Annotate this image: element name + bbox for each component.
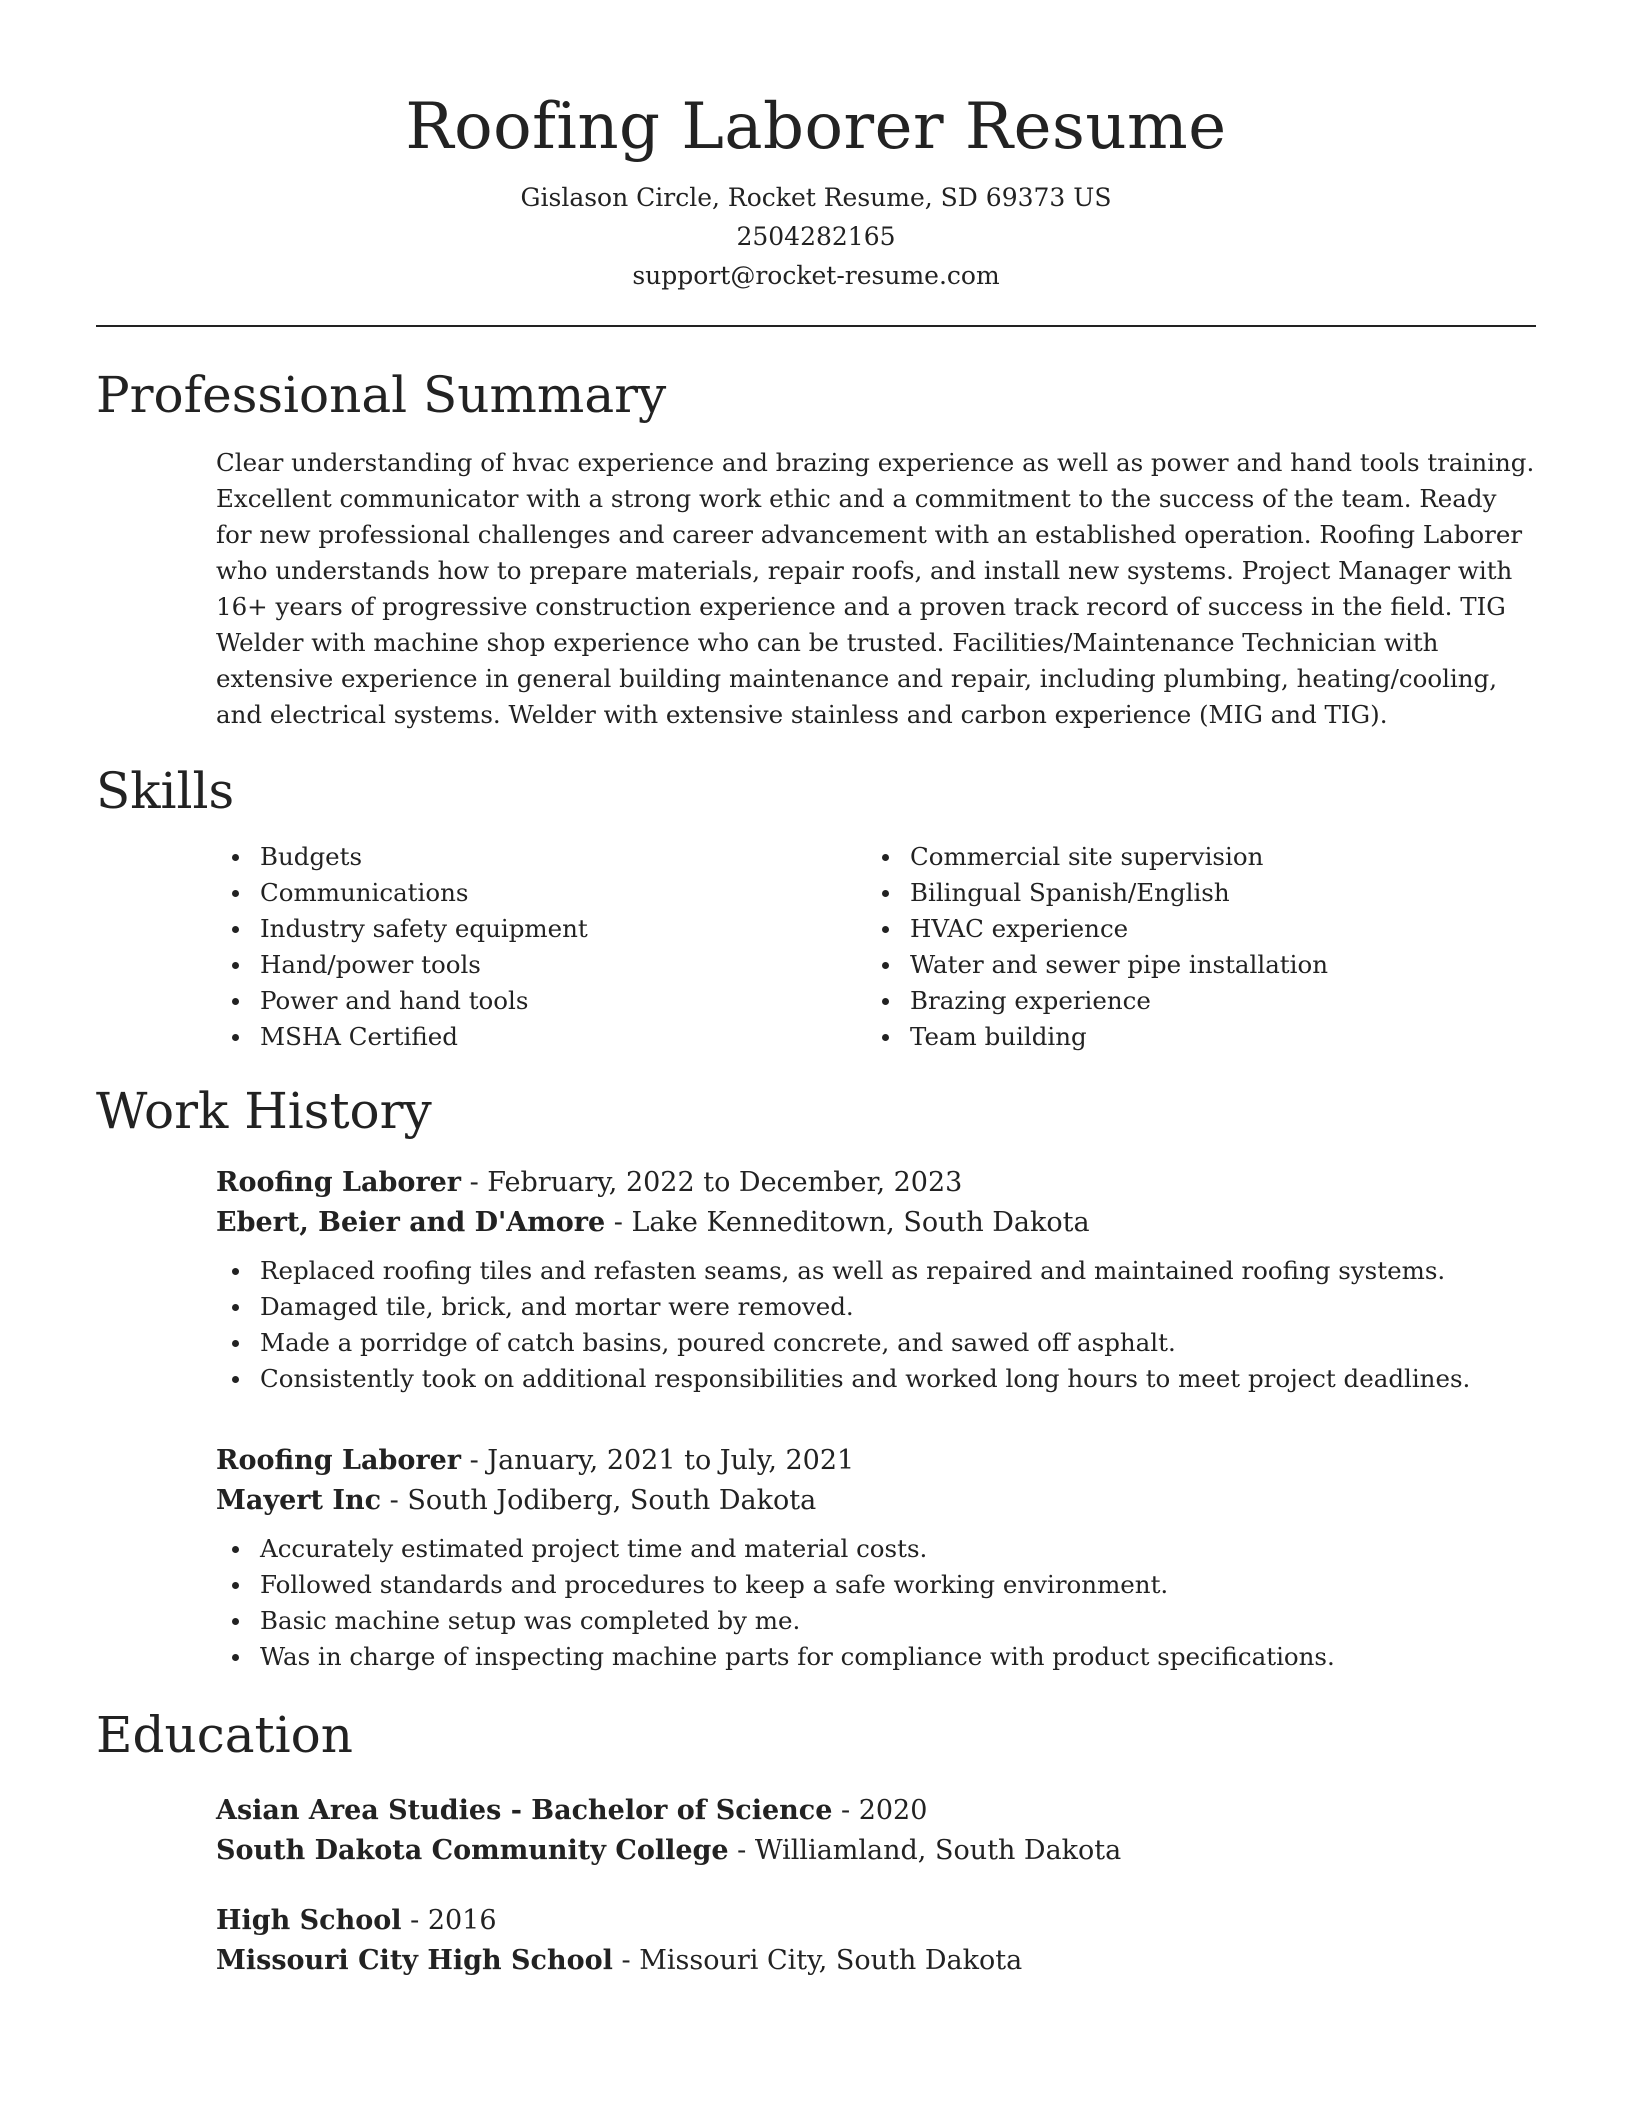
contact-address: Gislason Circle, Rocket Resume, SD 69373 US (520, 183, 1112, 212)
education-location: - Williamland, South Dakota (728, 1835, 1122, 1866)
skill-item: Hand/power tools (216, 947, 866, 983)
job-title-line (216, 1163, 1536, 1203)
skills-column-left (216, 839, 866, 1055)
contact-email: support@rocket-resume.com (632, 261, 1000, 290)
job-company-line (216, 1481, 1536, 1521)
job-dates: - January, 2021 to July, 2021 (461, 1445, 855, 1476)
education-degree: Asian Area Studies - Bachelor of Science (216, 1795, 833, 1826)
job-company-line (216, 1203, 1536, 1243)
resume-title: Roofing Laborer Resume (405, 90, 1227, 164)
education-year: - 2016 (401, 1905, 497, 1936)
header-divider (96, 325, 1536, 327)
skill-item: Bilingual Spanish/English (866, 875, 1516, 911)
job-bullet: Consistently took on additional responsibilities and worked long hours to meet project deadlines. (216, 1361, 1536, 1397)
resume-page (96, 0, 1536, 1981)
education-school-line (216, 1941, 1536, 1981)
job-company: Ebert, Beier and D'Amore (216, 1207, 606, 1238)
skill-item: Team building (866, 1019, 1516, 1055)
skill-item: Communications (216, 875, 866, 911)
job-company: Mayert Inc (216, 1485, 382, 1516)
skills-list (96, 839, 1536, 1055)
education-entry (96, 1901, 1536, 1981)
education-degree: High School (216, 1905, 402, 1936)
contact-phone: 2504282165 (736, 222, 896, 251)
education-school: Missouri City High School (216, 1945, 613, 1976)
job-bullet: Made a porridge of catch basins, poured concrete, and sawed off asphalt. (216, 1325, 1536, 1361)
job-bullet: Damaged tile, brick, and mortar were removed. (216, 1289, 1536, 1325)
education-location: - Missouri City, South Dakota (612, 1945, 1023, 1976)
job-bullet: Accurately estimated project time and material costs. (216, 1531, 1536, 1567)
job-bullet: Replaced roofing tiles and refasten seams, as well as repaired and maintained roofing systems. (216, 1253, 1536, 1289)
skill-item: HVAC experience (866, 911, 1516, 947)
education-degree-line (216, 1901, 1536, 1941)
job-bullets (216, 1253, 1536, 1397)
job-bullet: Was in charge of inspecting machine parts for compliance with product specifications. (216, 1639, 1536, 1675)
job-dates: - February, 2022 to December, 2023 (461, 1167, 963, 1198)
education-degree-line (216, 1791, 1536, 1831)
skill-item: Water and sewer pipe installation (866, 947, 1516, 983)
education-entry (96, 1791, 1536, 1871)
skill-item: MSHA Certified (216, 1019, 866, 1055)
contact-block (96, 178, 1536, 295)
section-title-education: Education (96, 1706, 353, 1764)
section-title-summary: Professional Summary (96, 366, 667, 424)
summary-text: Clear understanding of hvac experience and brazing experience as well as power and hand tools training. Excellent communicator with a strong work ethic and a commitment to the success of the team. Ready for new professional challenges and career advancement with an established operation. Roofing Laborer who understands how to prepare materials, repair roofs, and install new systems. Project Manager with 16+ years of progressive construction experience and a proven track record of success in the field. TIG Welder with machine shop experience who can be trusted. Facilities/Maintenance Technician with extensive experience in general building maintenance and repair, including plumbing, heating/cooling, and electrical systems. Welder with extensive stainless and carbon experience (MIG and TIG). (216, 448, 1535, 729)
skill-item: Brazing experience (866, 983, 1516, 1019)
job-bullets (216, 1531, 1536, 1675)
job-location: - South Jodiberg, South Dakota (381, 1485, 817, 1516)
job-title: Roofing Laborer (216, 1445, 461, 1476)
skill-item: Commercial site supervision (866, 839, 1516, 875)
job-title-line (216, 1441, 1536, 1481)
section-title-work-history: Work History (96, 1082, 432, 1140)
section-title-skills: Skills (96, 762, 235, 820)
skills-column-right (866, 839, 1516, 1055)
job-entry (96, 1441, 1536, 1675)
job-title: Roofing Laborer (216, 1167, 461, 1198)
skill-item: Power and hand tools (216, 983, 866, 1019)
job-bullet: Basic machine setup was completed by me. (216, 1603, 1536, 1639)
job-bullet: Followed standards and procedures to keep a safe working environment. (216, 1567, 1536, 1603)
education-school: South Dakota Community College (216, 1835, 729, 1866)
education-year: - 2020 (832, 1795, 928, 1826)
education-school-line (216, 1831, 1536, 1871)
job-entry (96, 1163, 1536, 1397)
skill-item: Budgets (216, 839, 866, 875)
job-location: - Lake Kenneditown, South Dakota (605, 1207, 1090, 1238)
skill-item: Industry safety equipment (216, 911, 866, 947)
